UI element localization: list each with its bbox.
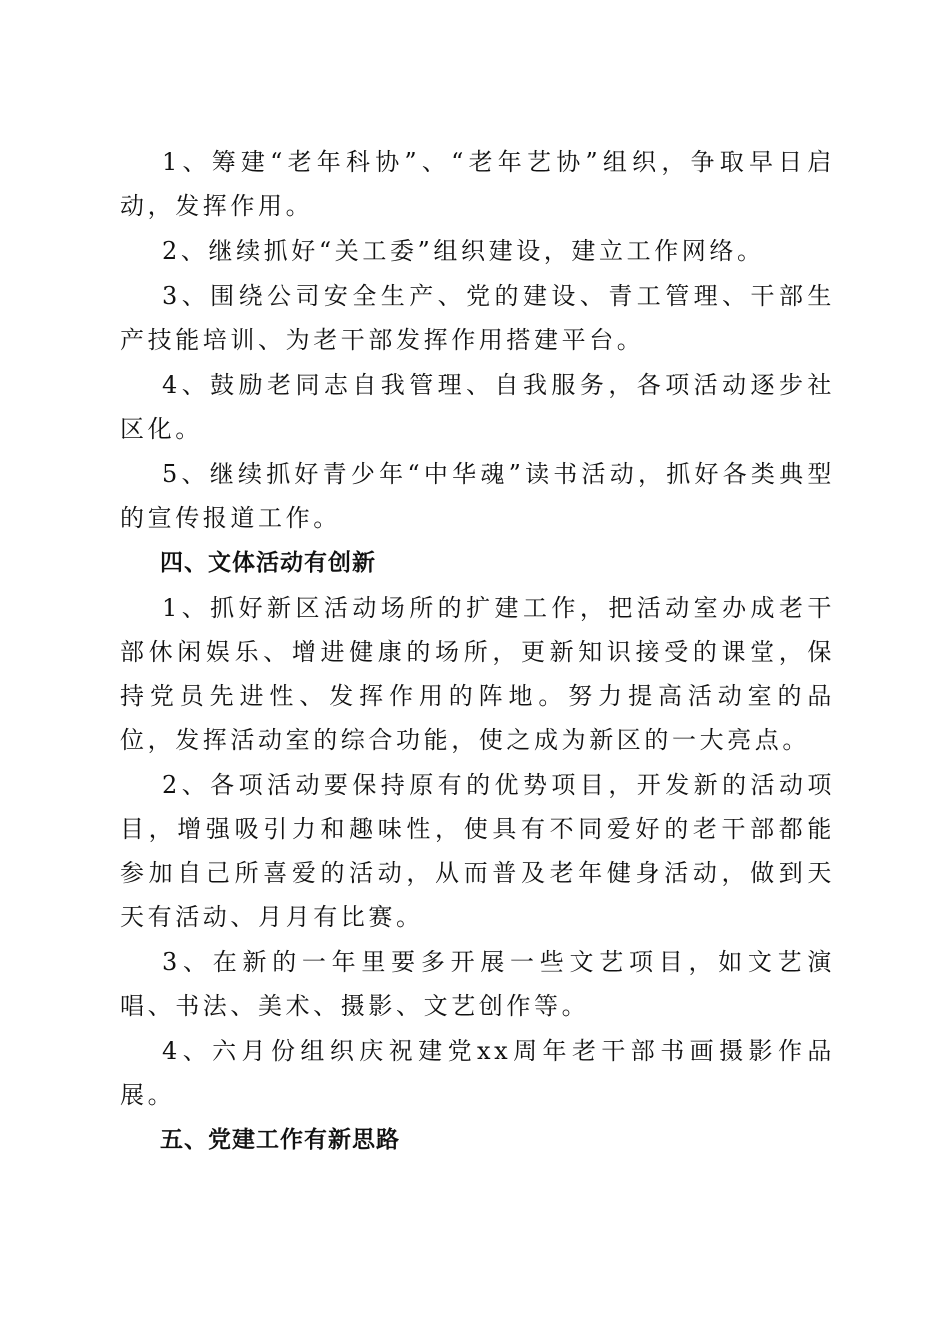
section-heading-5: 五、党建工作有新思路 [160,1127,400,1153]
section4-item-2: 2、各项活动要保持原有的优势项目，开发新的活动项目，增强吸引力和趣味性，使具有不同爱好的老干部都能参加自己所喜爱的活动，从而普及老年健身活动，做到天天有活动、月月有比赛。 [120,771,835,931]
section4-item-4: 4、六月份组织庆祝建党xx周年老干部书画摄影作品展。 [120,1037,835,1109]
paragraph-item-2: 2、继续抓好“关工委”组织建设，建立工作网络。 [162,237,765,265]
section4-item-1: 1、抓好新区活动场所的扩建工作，把活动室办成老干部休闲娱乐、增进健康的场所，更新知识接受的课堂，保持党员先进性、发挥作用的阵地。努力提高活动室的品位，发挥活动室的综合功能，使之成为新区的一大亮点。 [120,594,835,754]
section4-item-3: 3、在新的一年里要多开展一些文艺项目，如文艺演唱、书法、美术、摄影、文艺创作等。 [120,948,835,1020]
paragraph-item-4: 4、鼓励老同志自我管理、自我服务，各项活动逐步社区化。 [120,371,835,443]
document-body [120,140,835,1163]
section-heading-4: 四、文体活动有创新 [160,550,376,576]
paragraph-item-5: 5、继续抓好青少年“中华魂”读书活动，抓好各类典型的宣传报道工作。 [120,460,835,532]
paragraph-item-3: 3、围绕公司安全生产、党的建设、青工管理、干部生产技能培训、为老干部发挥作用搭建平台。 [120,282,835,354]
paragraph-item-1: 1、筹建“老年科协”、“老年艺协”组织，争取早日启动，发挥作用。 [120,148,835,220]
